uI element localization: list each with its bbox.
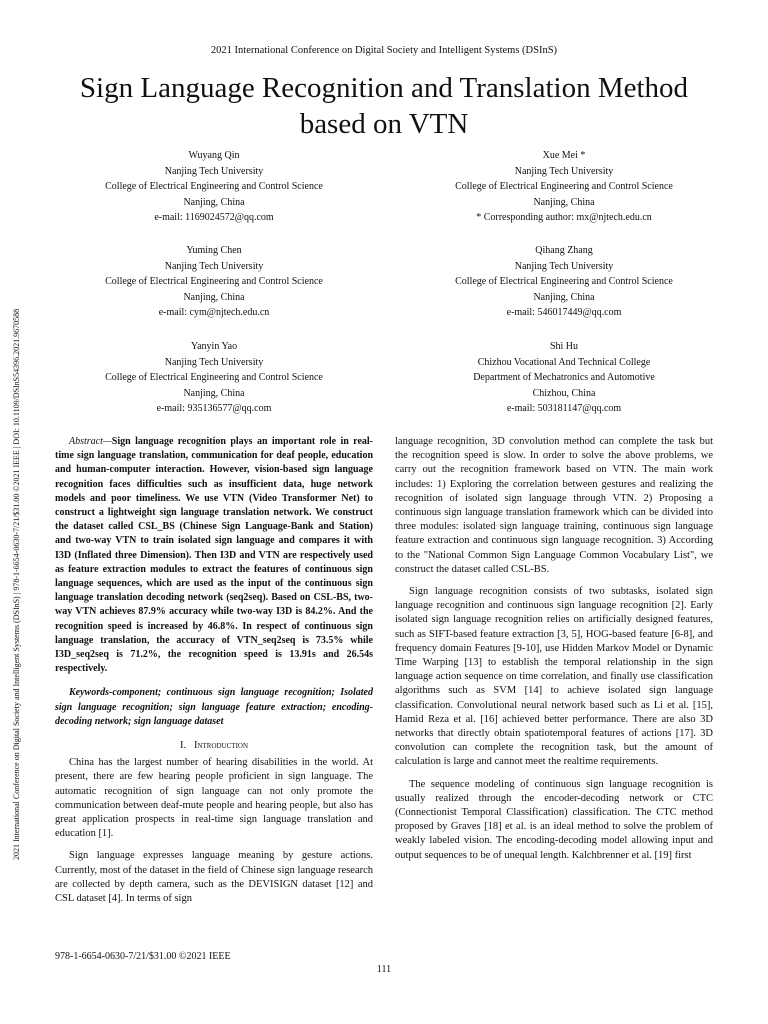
section-title: Introduction	[193, 740, 249, 752]
paragraph: Sign language expresses language meaning by gesture actions. Currently, most of the dataset in the field of Chinese sign language research are collected by depth camera, such as the DEVISIGN dataset [12] and CSL dataset [4]. In terms of sign	[55, 850, 374, 905]
paper-title	[40, 70, 728, 142]
author-department: Department of Mechatronics and Automotive	[473, 372, 655, 384]
author-email: e-mail: 935136577@qq.com	[156, 403, 272, 415]
author-location: Nanjing, China	[533, 291, 595, 303]
title-line-1: Sign Language Recognition and Translation Method	[79, 72, 689, 104]
author-affiliation: Nanjing Tech University	[164, 260, 264, 272]
copyright-code: 978-1-6654-0630-7/21/$31.00 ©2021 IEEE	[55, 951, 231, 962]
author-block	[64, 148, 364, 226]
author-affiliation: Nanjing Tech University	[514, 165, 614, 177]
author-department: College of Electrical Engineering and Control Science	[105, 181, 323, 193]
keywords	[55, 686, 373, 729]
author-block	[64, 243, 364, 321]
abstract	[55, 435, 373, 676]
author-location: Nanjing, China	[183, 196, 245, 208]
author-department: College of Electrical Engineering and Control Science	[105, 276, 323, 288]
title-line-2: based on VTN	[299, 108, 469, 140]
author-block	[414, 243, 714, 321]
author-block	[414, 148, 714, 226]
author-email: e-mail: cym@njtech.edu.cn	[158, 307, 270, 319]
author-email: e-mail: 546017449@qq.com	[506, 307, 622, 319]
author-name: Wuyang Qin	[188, 150, 240, 161]
abstract-body: Sign language recognition plays an important role in real-time sign language translation, communication for deaf people, education and human-computer interaction. However, vision-based sign language recognition faces difficulties such as insufficient data, huge network models and poor timeliness. We use VTN (Video Transformer Net) to construct a lightweight sign language translation network. We construct the dataset called CSL_BS (Chinese Sign Language-Bank and Station) and two-way VTN to train isolated sign language and compares it with I3D (Inflated three Dimension). Then I3D and VTN are respectively used as feature extraction modules to extract the features of continuous sign language sequences, which are used as the input of the continuous sign language translation decoding network (seq2seq). Based on CSL-BS, two-way VTN achieves 87.9% accuracy while two-way I3D is 84.2%. And the recognition speed is increased by 46.8%. In respect of continuous sign language translation, the accuracy of VTN_seq2seq is 73.5% while I3D_seq2seq is 71.2%, the recognition speed is 13.91s and 26.54s respectively.	[55, 436, 373, 675]
paragraph: The sequence modeling of continuous sign language recognition is usually realized through the encoder-decoding network or CTC (Connectionist Temporal Classification) classification. The CTC method proposed by Graves [18] et al. is an ideal method to solve the problem of weakly labeled vision. The encoding-decoding model allowing input and output sequences to be of unequal length. Kalchbrenner et al. [19] first	[395, 778, 713, 861]
author-affiliation: Chizhou Vocational And Technical College	[477, 356, 651, 368]
author-affiliation: Nanjing Tech University	[164, 165, 264, 177]
abstract-lead: Abstract—	[69, 436, 112, 447]
author-affiliation: Nanjing Tech University	[514, 260, 614, 272]
section-number: I.	[179, 740, 187, 752]
author-location: Nanjing, China	[183, 291, 245, 303]
author-name: Yanyin Yao	[190, 341, 238, 352]
author-block	[64, 339, 364, 417]
page-number: 111	[376, 964, 392, 975]
paragraph: language recognition, 3D convolution method can complete the task but the recognition speed is slow. In order to solve the above problems, we carry out the recognition framework based on VTN. The main work includes: 1) Exploring the correlation between gestures and realizing the recognition of isolated sign language through VTN. 2) Proposing a continuous sign language translation framework which can be divided into three modules: isolated sign language training, continuous sign language feature extraction and continuous sign language recognition. 3) According to the "National Common Sign Language Common Vocabulary List", we construct the dataset called CSL-BS.	[395, 436, 713, 575]
author-affiliation: Nanjing Tech University	[164, 356, 264, 368]
author-email: * Corresponding author: mx@njtech.edu.cn	[476, 212, 652, 224]
author-location: Nanjing, China	[533, 196, 595, 208]
author-name: Shi Hu	[549, 341, 579, 352]
left-column	[55, 435, 373, 906]
keywords-lead: Keywords-component;	[69, 687, 162, 699]
author-name: Qihang Zhang	[535, 245, 593, 256]
keywords-body: continuous sign language recognition; Isolated sign language recognition; sign language feature extraction; encoding-decoding network; sign language dataset	[55, 687, 373, 727]
author-email: e-mail: 1169024572@qq.com	[154, 212, 274, 224]
author-department: College of Electrical Engineering and Control Science	[455, 276, 673, 288]
conference-header: 2021 International Conference on Digital Society and Intelligent Systems (DSInS)	[210, 45, 558, 56]
right-column	[395, 435, 713, 863]
author-location: Nanjing, China	[183, 387, 245, 399]
author-email: e-mail: 503181147@qq.com	[506, 403, 622, 415]
author-block	[414, 339, 714, 417]
author-department: College of Electrical Engineering and Control Science	[455, 181, 673, 193]
paragraph: China has the largest number of hearing disabilities in the world. At present, there are few hearing people proficient in sign language. The automatic recognition of sign language can not only promote the communication between deaf-mute people and hearing people, but also has great application prospects in real-time sign language translation and education [1].	[55, 757, 373, 840]
author-location: Chizhou, China	[532, 387, 596, 399]
author-department: College of Electrical Engineering and Control Science	[105, 372, 323, 384]
author-name: Xue Mei *	[542, 150, 586, 161]
author-name: Yuming Chen	[186, 245, 242, 256]
doi-sidebar: 2021 International Conference on Digital Society and Intelligent Systems (DSInS) | 978-1-6654-0630-7/21/$31.00 ©2021 IEEE | DOI: 10.1109/DSInS54396.2021.9670588	[12, 308, 21, 860]
paragraph: Sign language recognition consists of two subtasks, isolated sign language recognition and continuous sign language recognition [2]. Early isolated sign language recognition relies on artificially designed features, such as SIFT-based feature extraction [3, 5], HOG-based feature [6-8], and frequency domain Features [9-10], use Hidden Markov Model or Dynamic Time Warping [13] to establish the temporal relationship in the sign language action sequence on time correlation, and finally use classification algorithms such as SVM [14] to achieve isolated sign language classification. Convolutional neural network based such as Li et al. [15], Hamid Reza et al. [16] achieved better performance. There are also 3D networks that directly obtain spatiotemporal features of actions [17]. 3D convolution can complete the recognition task, but the amount of calculation is large and cannot meet the realtime requirements.	[395, 586, 713, 768]
section-heading	[55, 739, 373, 753]
